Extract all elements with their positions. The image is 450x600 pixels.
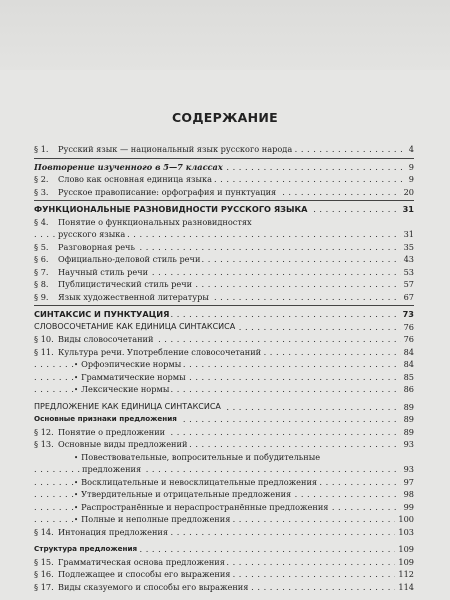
entry-text: Основные признаки предложения: [34, 414, 177, 423]
section-number: § 11.: [34, 346, 54, 357]
toc-entry-title: [82, 463, 143, 476]
toc-entry[interactable]: [34, 371, 414, 384]
toc-entry[interactable]: [34, 161, 414, 174]
section-number: § 2.: [34, 174, 49, 184]
page-number: 31: [401, 228, 414, 241]
entry-text: Повествовательные, вопросительные и побудительные: [81, 451, 321, 462]
page-number: 20: [401, 186, 414, 199]
toc-entry-title: [34, 278, 194, 291]
toc-entry-title: [34, 333, 155, 346]
table-of-contents: [34, 143, 414, 593]
section-number: § 1.: [34, 144, 49, 154]
entry-text: Культура речи. Употребление словосочетаний: [58, 346, 262, 357]
toc-entry[interactable]: [34, 346, 414, 359]
toc-entry-title: [74, 383, 171, 396]
toc-entry-title: [58, 228, 127, 241]
entry-text: Полные и неполные предложения: [81, 514, 231, 524]
toc-entry-title: [34, 581, 250, 594]
toc-entry-title: [74, 451, 322, 464]
toc-entry-title: [34, 321, 237, 334]
toc-entry-title: [34, 556, 227, 569]
toc-entry[interactable]: [34, 321, 414, 334]
section-number: § 14.: [34, 526, 54, 537]
entry-text: Утвердительные и отрицательные предложения: [81, 489, 292, 499]
toc-entry-title: [74, 488, 293, 501]
toc-entry-title: [34, 346, 263, 359]
page-number: 100: [395, 513, 414, 526]
toc-entry[interactable]: [34, 383, 414, 396]
entry-text: Грамматическая основа предложения: [58, 556, 225, 567]
entry-text: предложения: [82, 464, 142, 474]
toc-entry[interactable]: [34, 401, 414, 414]
toc-entry-title: [74, 501, 330, 514]
entry-text: Публицистический стиль речи: [58, 279, 193, 289]
entry-text: Понятие о функциональных разновидностях: [58, 216, 252, 227]
toc-entry-title: [74, 513, 232, 526]
entry-text: Слово как основная единица языка: [58, 174, 213, 184]
entry-text: Интонация предложения: [58, 526, 169, 537]
page-number: 93: [401, 463, 414, 476]
toc-entry[interactable]: [34, 488, 414, 501]
page-number: 89: [401, 413, 414, 426]
entry-text: Научный стиль речи: [58, 266, 149, 277]
page-title: СОДЕРЖАНИЕ: [171, 110, 279, 125]
page-number: 31: [400, 203, 414, 216]
section-number: § 7.: [34, 266, 49, 277]
toc-entry-title: [34, 173, 214, 186]
toc-entry[interactable]: [34, 568, 414, 581]
toc-entry-title: [34, 186, 278, 199]
toc-entry[interactable]: [34, 143, 414, 156]
page-number: 98: [401, 488, 414, 501]
entry-text: русского языка: [58, 229, 126, 239]
toc-entry[interactable]: [34, 308, 414, 321]
toc-entry-title: [34, 401, 223, 414]
page-number: 89: [401, 426, 414, 439]
page-number: 84: [401, 346, 414, 359]
entry-text: Русский язык — национальный язык русского народа: [58, 144, 293, 154]
page-number: 89: [401, 401, 414, 414]
toc-entry-title: [34, 266, 150, 279]
entry-text: Структура предложения: [34, 544, 138, 553]
page-number: 112: [395, 568, 414, 581]
entry-text: Восклицательные и невосклицательные предложения: [81, 476, 318, 487]
toc-entry-title: [34, 308, 171, 321]
entry-text: Основные виды предложений: [58, 439, 188, 449]
entry-text: Разговорная речь: [58, 241, 135, 252]
page-number: 67: [401, 291, 414, 304]
toc-entry[interactable]: [34, 463, 414, 476]
page-number: 85: [401, 371, 414, 384]
toc-entry[interactable]: [34, 186, 414, 199]
toc-entry-title: [34, 241, 137, 254]
section-number: § 15.: [34, 556, 54, 567]
toc-entry-title: [34, 216, 254, 229]
section-number: § 9.: [34, 291, 49, 302]
toc-entry-title: [34, 568, 232, 581]
toc-entry[interactable]: [34, 216, 414, 229]
toc-entry-title: [34, 543, 139, 556]
page-number: 9: [406, 161, 414, 174]
toc-entry-title: [74, 358, 183, 371]
toc-entry-title: [34, 143, 294, 156]
section-number: § 10.: [34, 334, 54, 344]
toc-entry[interactable]: [34, 556, 414, 569]
toc-entry[interactable]: [34, 173, 414, 186]
page-number: 109: [395, 556, 414, 569]
entry-text: Виды словосочетаний: [58, 334, 154, 344]
page-number: 114: [395, 581, 414, 594]
section-number: § 5.: [34, 241, 49, 252]
toc-entry[interactable]: [34, 581, 414, 594]
page-number: 9: [406, 173, 414, 186]
page-number: 84: [401, 358, 414, 371]
entry-text: СИНТАКСИС И ПУНКТУАЦИЯ: [34, 309, 170, 319]
page-number: 103: [395, 526, 414, 539]
toc-entry[interactable]: [34, 526, 414, 539]
toc-entry-title: [34, 253, 202, 266]
page-number: 76: [401, 333, 414, 346]
page-number: 99: [401, 501, 414, 514]
toc-entry[interactable]: [34, 278, 414, 291]
entry-text: ПРЕДЛОЖЕНИЕ КАК ЕДИНИЦА СИНТАКСИСА: [34, 401, 221, 411]
toc-entry[interactable]: [34, 426, 414, 439]
toc-entry-title: [34, 291, 211, 304]
toc-entry[interactable]: [34, 438, 414, 451]
toc-entry-title: [34, 413, 179, 426]
entry-text: Официально-деловой стиль речи: [58, 254, 201, 264]
entry-text: СЛОВОСОЧЕТАНИЕ КАК ЕДИНИЦА СИНТАКСИСА: [34, 321, 236, 331]
toc-entry[interactable]: [34, 413, 414, 426]
page-number: 93: [401, 438, 414, 451]
entry-text: Повторение изученного в 5—7 классах: [34, 161, 223, 172]
toc-entry-title: [74, 476, 319, 489]
toc-entry[interactable]: [34, 291, 414, 304]
section-number: § 6.: [34, 254, 49, 264]
toc-entry[interactable]: [34, 333, 414, 346]
entry-text: Грамматические нормы: [81, 371, 186, 382]
toc-entry-title: [34, 426, 167, 439]
toc-entry[interactable]: [34, 501, 414, 514]
page-top-shadow: [0, 0, 450, 70]
entry-text: Подлежащее и способы его выражения: [58, 569, 231, 579]
page-number: 109: [395, 543, 414, 556]
toc-entry[interactable]: [34, 513, 414, 526]
entry-text: Орфоэпические нормы: [81, 359, 182, 369]
toc-entry[interactable]: [34, 451, 414, 464]
entry-text: Понятие о предложении: [58, 426, 166, 437]
entry-text: Распространённые и нераспространённые предложения: [81, 501, 329, 512]
page-number: 4: [406, 143, 414, 156]
page-number: 76: [401, 321, 414, 334]
entry-text: ФУНКЦИОНАЛЬНЫЕ РАЗНОВИДНОСТИ РУССКОГО ЯЗЫКА: [34, 204, 308, 214]
page-number: 35: [401, 241, 414, 254]
toc-entry-title: [34, 526, 170, 539]
page-number: 57: [401, 278, 414, 291]
page-number: 43: [401, 253, 414, 266]
entry-text: Язык художественной литературы: [58, 291, 209, 302]
toc-entry[interactable]: [34, 358, 414, 371]
section-number: § 13.: [34, 439, 54, 449]
entry-text: Виды сказуемого и способы его выражения: [58, 581, 249, 592]
section-number: § 17.: [34, 581, 54, 592]
section-number: § 12.: [34, 426, 54, 437]
section-number: § 16.: [34, 569, 54, 579]
toc-entry[interactable]: [34, 203, 414, 216]
section-number: § 4.: [34, 216, 49, 227]
section-number: § 8.: [34, 279, 49, 289]
toc-entry[interactable]: [34, 241, 414, 254]
page-number: 73: [400, 308, 414, 321]
toc-entry-title: [34, 161, 225, 174]
toc-entry[interactable]: [34, 543, 414, 556]
page-number: 86: [401, 383, 414, 396]
toc-entry[interactable]: [34, 266, 414, 279]
toc-entry[interactable]: [34, 253, 414, 266]
toc-entry-title: [34, 438, 189, 451]
entry-text: Русское правописание: орфография и пунктуация: [58, 186, 277, 197]
section-number: § 3.: [34, 186, 49, 197]
page-number: 53: [401, 266, 414, 279]
page-number: 97: [401, 476, 414, 489]
entry-text: Лексические нормы: [81, 384, 170, 394]
toc-entry[interactable]: [34, 476, 414, 489]
toc-entry-title: [74, 371, 188, 384]
toc-entry-title: [34, 203, 310, 216]
toc-entry[interactable]: [34, 228, 414, 241]
